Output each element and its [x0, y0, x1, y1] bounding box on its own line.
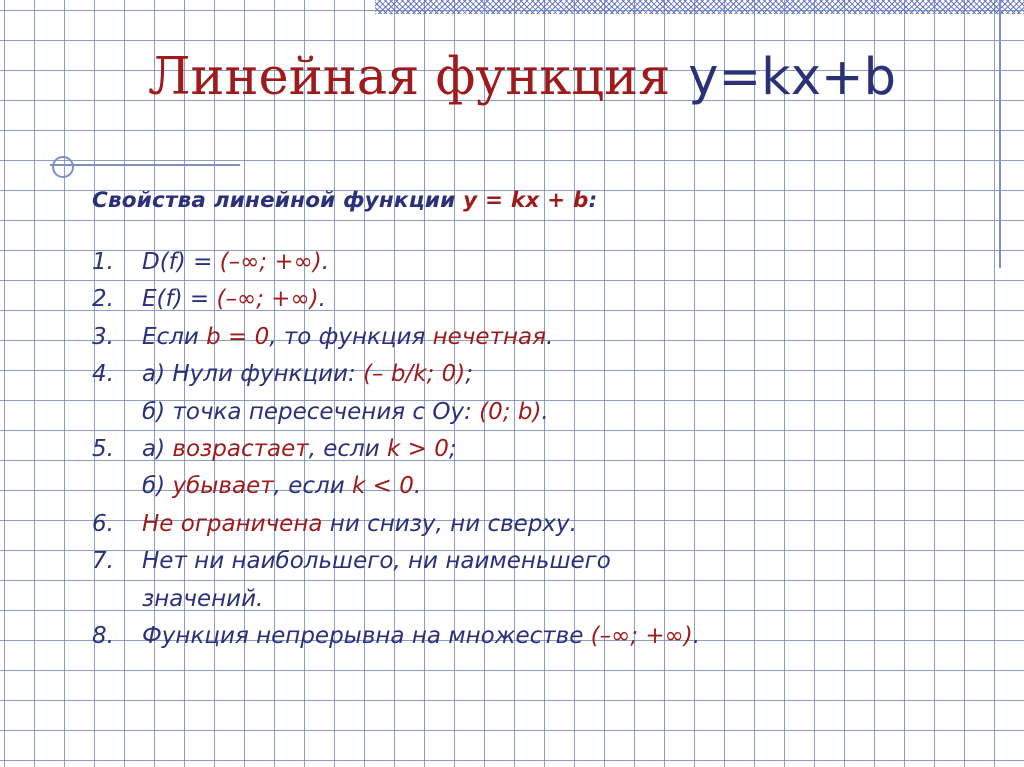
title-formula: y=kx+b — [688, 48, 897, 107]
heading-text: Свойства линейной функции — [92, 188, 464, 213]
crosshair-icon — [52, 156, 74, 178]
text-segment: . — [321, 249, 330, 275]
property-2 — [92, 281, 992, 318]
highlight: Не ограничена — [142, 510, 323, 537]
text-segment: б) — [142, 473, 173, 500]
item-number-spacer — [92, 394, 142, 431]
item-number-spacer — [92, 581, 142, 618]
text-segment: . — [318, 286, 326, 313]
item-number: 3. — [92, 323, 114, 350]
text-segment: ; — [448, 435, 457, 462]
item-number: 5. — [92, 435, 114, 462]
item-text — [142, 394, 549, 431]
text-segment: ; — [465, 361, 473, 388]
intersection-point: (0; b) — [479, 398, 542, 425]
item-text — [142, 319, 553, 356]
condition: k < 0 — [352, 473, 414, 500]
decorative-horizontal-line — [50, 164, 240, 166]
text-segment: . — [692, 622, 701, 649]
item-number: 4. — [92, 361, 114, 388]
highlight: нечетная — [432, 323, 546, 350]
range-interval: (–∞; +∞) — [216, 286, 319, 313]
item-number: 6. — [92, 510, 114, 537]
item-text — [142, 618, 700, 655]
continuity-interval: (–∞; +∞) — [590, 622, 693, 649]
text-segment: а) — [142, 435, 173, 462]
text-segment: , если — [308, 435, 388, 462]
text-segment: . — [413, 473, 422, 500]
item-number: 8. — [92, 622, 114, 649]
item-number: 1. — [92, 249, 114, 275]
domain-interval: (–∞; +∞) — [219, 249, 322, 275]
properties-heading — [92, 188, 597, 213]
item-number-spacer — [92, 468, 142, 505]
heading-formula: y = kx + b — [463, 188, 589, 213]
property-7b — [92, 581, 992, 618]
text-segment: , если — [273, 473, 353, 500]
property-5a — [92, 431, 992, 468]
text-segment: . — [541, 398, 549, 425]
item-text — [142, 244, 329, 281]
item-number: 2. — [92, 286, 114, 313]
highlight: возрастает — [172, 435, 309, 462]
property-7a — [92, 543, 992, 580]
zero-point: (– b/k; 0) — [363, 361, 466, 388]
item-text: значений. — [142, 585, 264, 612]
item-text — [142, 431, 457, 468]
text-segment: а) Нули функции: — [142, 361, 364, 388]
title-text: Линейная функция — [148, 48, 671, 107]
condition: k > 0 — [387, 435, 449, 462]
text-segment: Если — [142, 323, 207, 350]
item-text — [142, 506, 577, 543]
text-segment: D(f) = — [142, 249, 220, 275]
property-8 — [92, 618, 992, 655]
item-text — [142, 356, 473, 393]
slide-title — [148, 48, 897, 107]
condition: b = 0 — [206, 323, 270, 350]
text-segment: б) точка пересечения с Оу: — [142, 398, 480, 425]
property-6 — [92, 506, 992, 543]
item-text — [142, 468, 421, 505]
item-text: Нет ни наибольшего, ни наименьшего — [142, 548, 611, 575]
property-4a — [92, 356, 992, 393]
text-segment: E(f) = — [142, 286, 217, 313]
text-segment: . — [545, 323, 554, 350]
property-4b — [92, 394, 992, 431]
property-3 — [92, 319, 992, 356]
text-segment: ни снизу, ни сверху. — [322, 510, 577, 537]
text-segment: , то функция — [269, 323, 433, 350]
properties-list — [92, 244, 992, 655]
text-segment: Функция непрерывна на множестве — [142, 622, 591, 649]
item-text — [142, 281, 326, 318]
decorative-vertical-line — [999, 0, 1001, 268]
highlight: убывает — [172, 473, 274, 500]
item-number: 7. — [92, 548, 114, 575]
property-5b — [92, 468, 992, 505]
decorative-top-strip — [375, 0, 1024, 14]
heading-colon: : — [588, 188, 598, 213]
property-1 — [92, 244, 992, 281]
